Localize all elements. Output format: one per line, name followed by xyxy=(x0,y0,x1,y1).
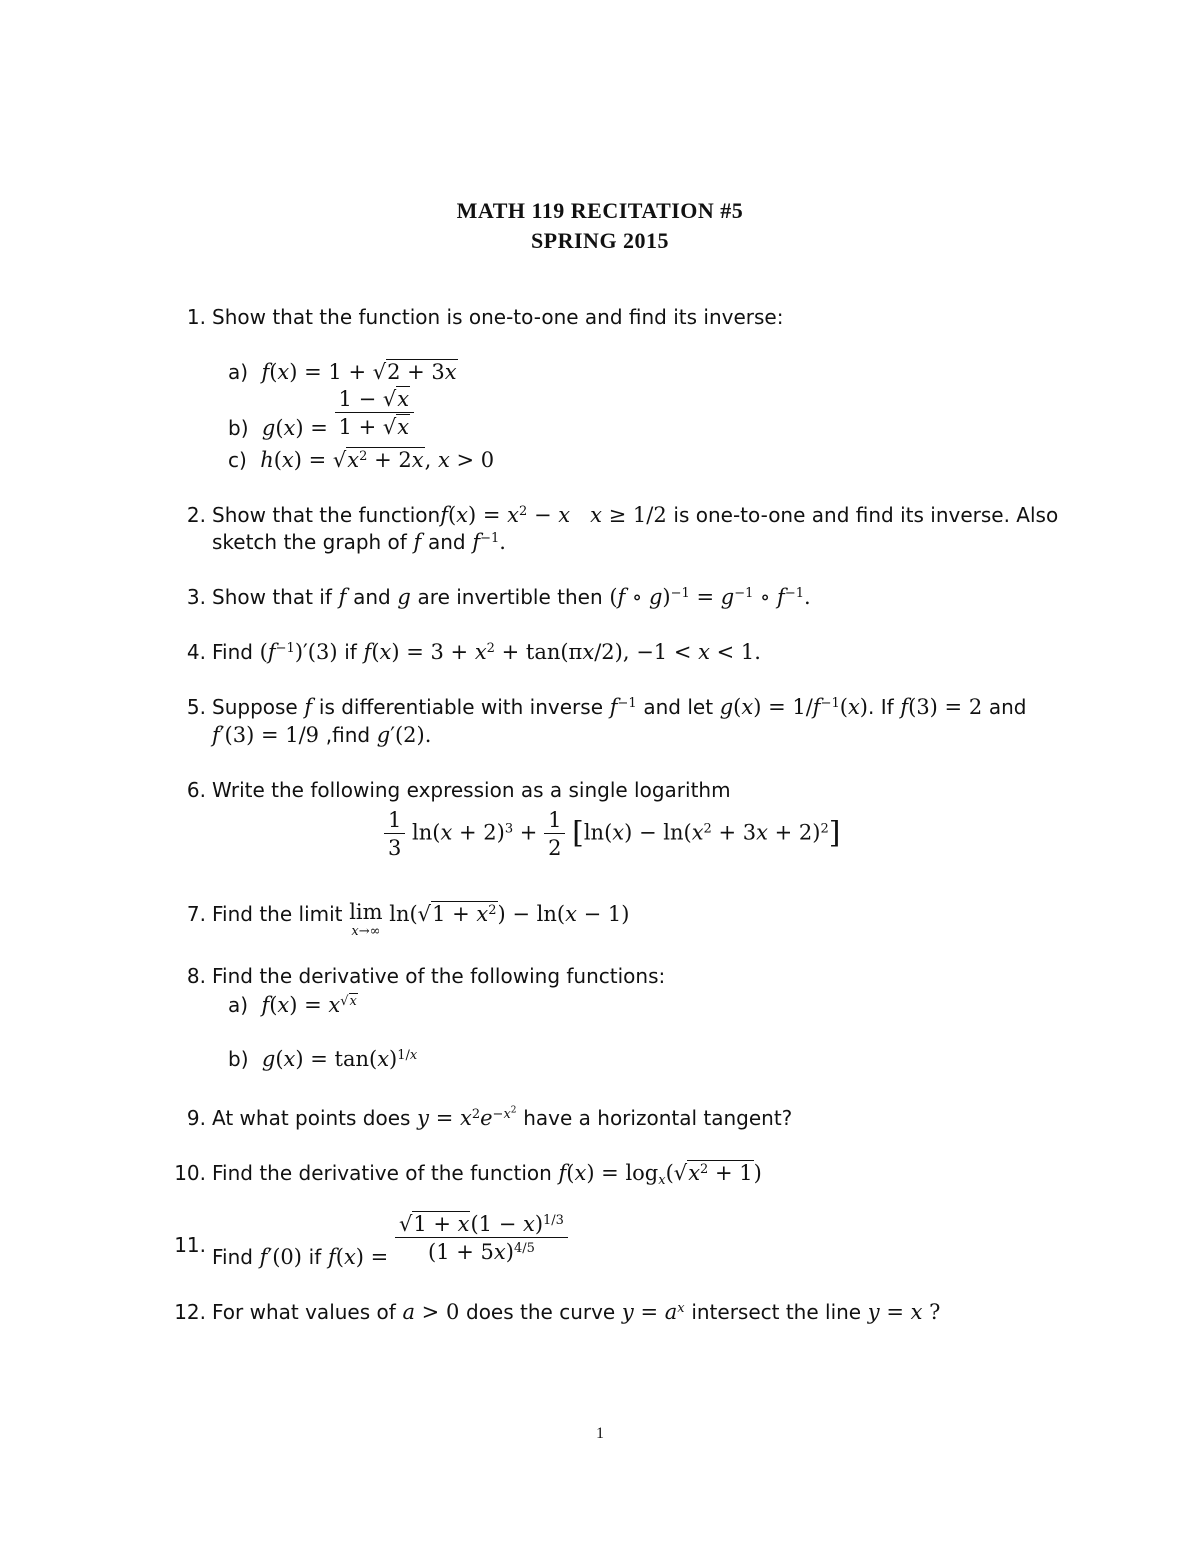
problem-12-number: 12. xyxy=(174,1300,206,1324)
problem-3-number: 3. xyxy=(186,585,206,609)
problem-11-number: 11. xyxy=(174,1233,206,1257)
problem-9-number: 9. xyxy=(186,1106,206,1130)
problem-2-number: 2. xyxy=(186,503,206,527)
problem-10-number: 10. xyxy=(174,1161,206,1185)
problem-1c: c) $h(x) = √x^2 + 2x$, x > 0 xyxy=(228,448,495,472)
problem-2-line-2: sketch the graph of f and $f^{-1}$. xyxy=(212,530,506,554)
problem-8-text: Find the derivative of the following functions: xyxy=(212,964,666,988)
problem-5-line-2: f′(3) = 1/9 ,find g′(2). xyxy=(212,723,432,747)
document-title-line-1: MATH 119 RECITATION #5 xyxy=(456,198,744,223)
problem-5-line-1: Suppose f is differentiable with inverse $f^{-1}$ and let $g(x) = 1/f^{-1}(x)$. If f(3) = 2 and xyxy=(212,695,1027,719)
problem-4-number: 4. xyxy=(186,640,206,664)
problem-7-text: Find the limit lim x→∞ $\ln(√1 + x^2) - \ln(x - 1)$ xyxy=(212,900,630,939)
problem-1-number: 1. xyxy=(186,305,206,329)
problem-8-number: 8. xyxy=(186,964,206,988)
problem-5-number: 5. xyxy=(186,695,206,719)
problem-8a: a) $f(x) = x^{√x}$ xyxy=(228,993,357,1017)
problem-6-text: Write the following expression as a single logarithm xyxy=(212,778,731,802)
problem-6-expression: $\frac{1}{3}$ $\ln(x + 2)^3$ + $\frac{1}{2}$ $[\ln(x) - \ln(x^2 + 3x + 2)^2]$ xyxy=(384,808,840,860)
problem-1-text: Show that the function is one-to-one and find its inverse: xyxy=(212,305,784,329)
problem-3-text: Show that if f and g are invertible then (f ∘ $g)^{-1} = g^{-1}$ ∘ $f^{-1}$. xyxy=(212,585,811,609)
problem-7-number: 7. xyxy=(186,902,206,926)
problem-12-text: For what values of a > 0 does the curve $y = a^x$ intersect the line y = x ? xyxy=(212,1300,941,1324)
problem-1b: b) g(x) = $\frac{1 - √x}{1 + √x}$ xyxy=(228,387,414,439)
problem-4-text: Find $(f^{-1})'(3)$ if $f(x) = 3 + x^2 + \tan(\pi x/2)$, −1 < x < 1. xyxy=(212,640,761,664)
problem-9-text: At what points does $y = x^2e^{-x^2}$ have a horizontal tangent? xyxy=(212,1105,793,1130)
problem-8b: b) $g(x) = \tan(x)^{1/x}$ xyxy=(228,1047,418,1071)
document-title-line-2: SPRING 2015 xyxy=(530,228,670,253)
page-number: 1 xyxy=(596,1425,604,1442)
problem-6-number: 6. xyxy=(186,778,206,802)
problem-11-text: Find f′(0) if f(x) = $\frac{√1 + x(1 - x)^{1/3}}{(1 + 5x)^{4/5}}$ xyxy=(212,1212,568,1264)
problem-1a: a) f(x) = 1 + √2 + 3x xyxy=(228,360,457,384)
problem-10-text: Find the derivative of the function $f(x) = \log_x(√x^2 + 1)$ xyxy=(212,1161,762,1188)
problem-2-line-1: Show that the functionf(x) = $x^2 - x$ x ≥ 1/2 is one-to-one and find its inverse. Also xyxy=(212,503,1059,527)
